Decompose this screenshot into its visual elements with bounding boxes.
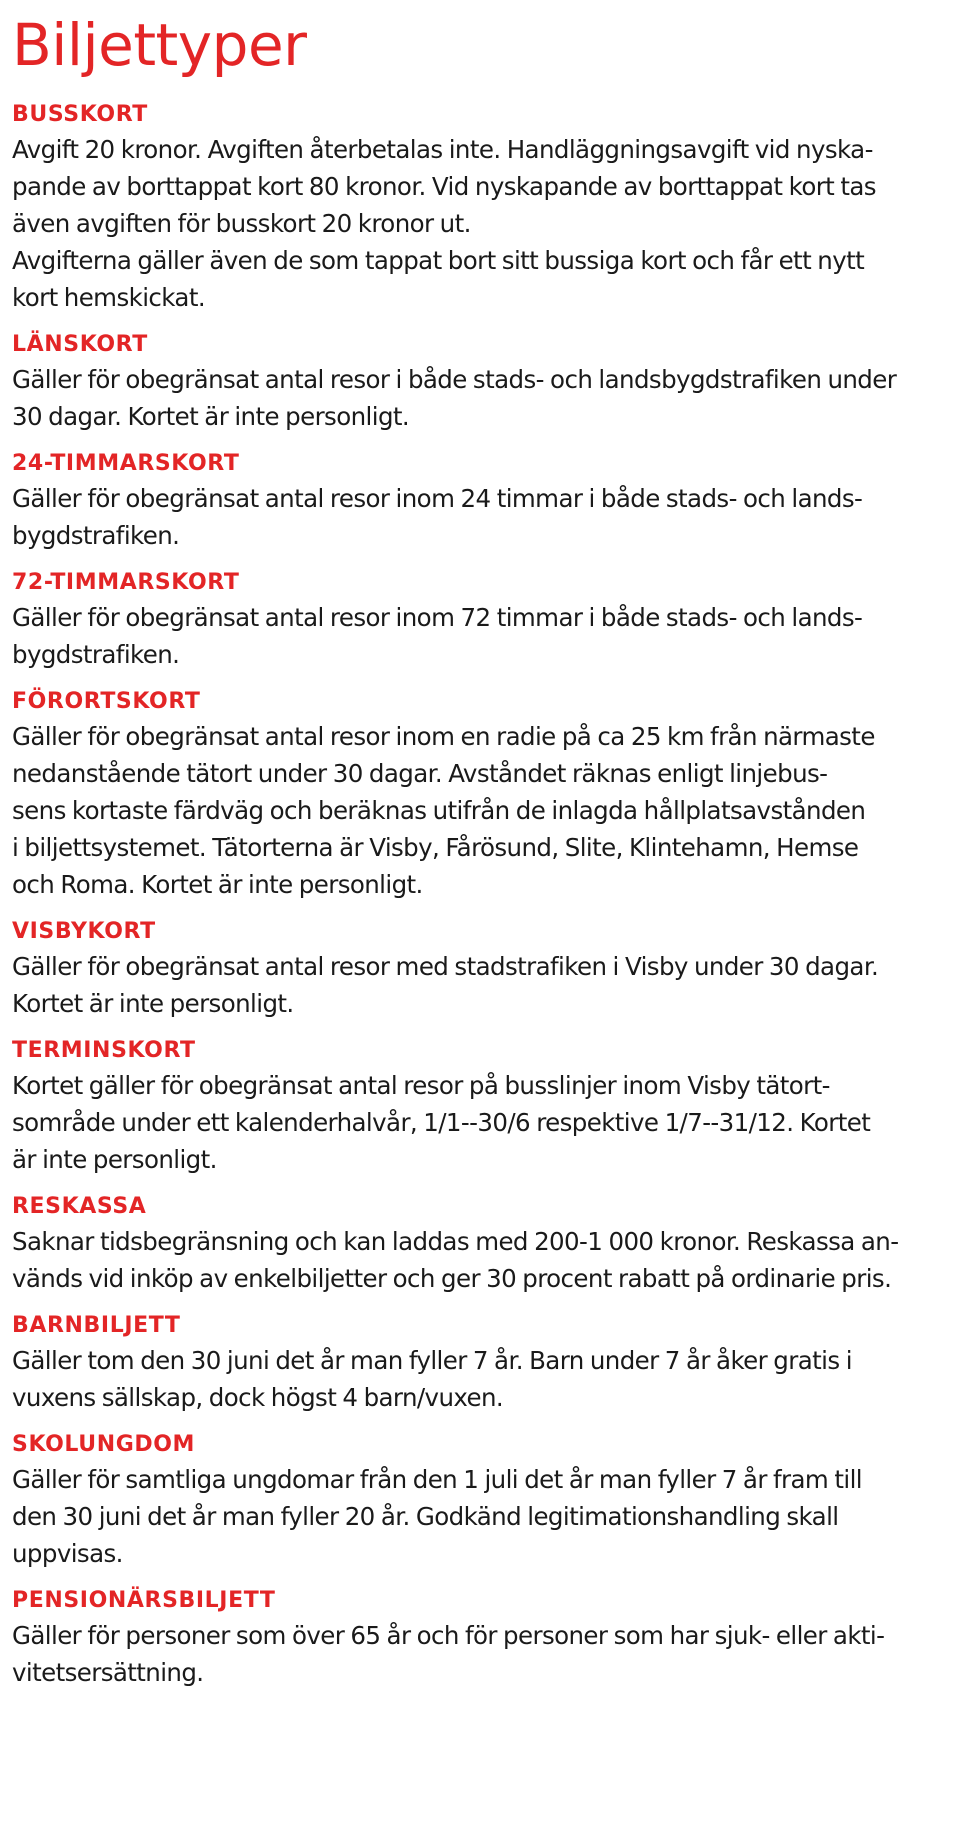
section-heading: RESKASSA [12, 1194, 147, 1219]
section-body: Gäller för obegränsat antal resor inom 72 timmar i både stads- och lands- bygdstrafiken. [12, 603, 863, 669]
section-skolungdom [12, 1432, 950, 1572]
section-heading: PENSIONÄRSBILJETT [12, 1588, 276, 1613]
section-heading: BUSSKORT [12, 102, 148, 127]
section-body: Gäller för obegränsat antal resor inom en radie på ca 25 km från närmaste nedanstående tätort under 30 dagar. Avståndet räknas enligt linjebus- sens kortaste färdväg och beräknas utifrån de inlagda hållplatsavstånden i biljettsystemet. Tätorterna är Visby, Fårösund, Slite, Klintehamn, Hemse och Roma. Kortet är inte personligt. [12, 722, 875, 899]
section-lanskort [12, 332, 950, 435]
section-body: Gäller för obegränsat antal resor i både stads- och landsbygdstrafiken under 30 dagar. Kortet är inte personligt. [12, 365, 897, 431]
section-body: Kortet gäller för obegränsat antal resor på busslinjer inom Visby tätort- sområde under ett kalenderhalvår, 1/1--30/6 respektive 1/7--31/12. Kortet är inte personligt. [12, 1071, 871, 1174]
section-body: Avgift 20 kronor. Avgiften återbetalas inte. Handläggningsavgift vid nyska- pande av borttappat kort 80 kronor. Vid nyskapande av borttappat kort tas även avgiften för busskort 20 kronor ut. Avgifterna gäller även de som tappat bort sitt bussiga kort och får ett nytt kort hemskickat. [12, 135, 876, 312]
section-heading: LÄNSKORT [12, 332, 148, 357]
section-heading: VISBYKORT [12, 919, 156, 944]
section-visbykort [12, 919, 950, 1022]
section-body: Gäller för samtliga ungdomar från den 1 juli det år man fyller 7 år fram till den 30 juni det år man fyller 20 år. Godkänd legitimationshandling skall uppvisas. [12, 1465, 862, 1568]
section-heading: SKOLUNGDOM [12, 1432, 196, 1457]
section-reskassa [12, 1194, 950, 1297]
page-title: Biljettyper [12, 11, 307, 79]
section-pensionarsbiljett [12, 1588, 950, 1691]
section-terminskort [12, 1038, 950, 1178]
section-heading: BARNBILJETT [12, 1313, 181, 1338]
section-body: Gäller för obegränsat antal resor med stadstrafiken i Visby under 30 dagar. Kortet är inte personligt. [12, 952, 879, 1018]
section-body: Gäller för obegränsat antal resor inom 24 timmar i både stads- och lands- bygdstrafiken. [12, 484, 863, 550]
section-24-timmarskort [12, 451, 950, 554]
section-72-timmarskort [12, 570, 950, 673]
section-body: Saknar tidsbegränsning och kan laddas med 200-1 000 kronor. Reskassa an- vänds vid inköp av enkelbiljetter och ger 30 procent rabatt på ordinarie pris. [12, 1227, 899, 1293]
section-heading: 72-TIMMARSKORT [12, 570, 240, 595]
section-barnbiljett [12, 1313, 950, 1416]
section-heading: FÖRORTSKORT [12, 689, 201, 714]
section-heading: 24-TIMMARSKORT [12, 451, 240, 476]
section-busskort [12, 102, 950, 316]
section-body: Gäller för personer som över 65 år och för personer som har sjuk- eller akti- vitetsersättning. [12, 1621, 885, 1687]
section-fororstkort [12, 689, 950, 903]
section-body: Gäller tom den 30 juni det år man fyller 7 år. Barn under 7 år åker gratis i vuxens sällskap, dock högst 4 barn/vuxen. [12, 1346, 852, 1412]
section-heading: TERMINSKORT [12, 1038, 196, 1063]
